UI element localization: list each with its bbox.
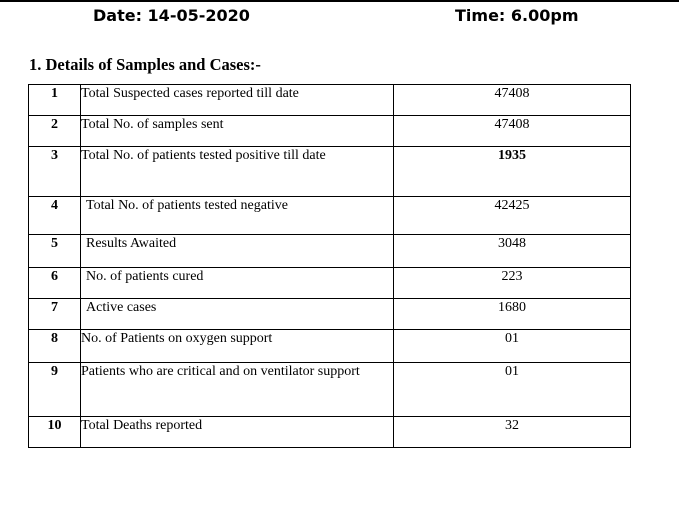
table-row xyxy=(29,197,631,235)
report-time: Time: 6.00pm xyxy=(455,6,579,25)
row-number: 8 xyxy=(29,330,81,363)
row-number: 5 xyxy=(29,235,81,268)
row-number: 7 xyxy=(29,299,81,330)
row-label: Total Deaths reported xyxy=(81,417,394,448)
row-value: 3048 xyxy=(394,235,631,268)
row-value: 47408 xyxy=(394,116,631,147)
row-label: No. of patients cured xyxy=(81,268,394,299)
row-label: Total No. of samples sent xyxy=(81,116,394,147)
row-label: Total Suspected cases reported till date xyxy=(81,85,394,116)
row-number: 10 xyxy=(29,417,81,448)
row-number: 3 xyxy=(29,147,81,197)
row-number: 2 xyxy=(29,116,81,147)
report-date: Date: 14-05-2020 xyxy=(93,6,250,25)
row-label: Patients who are critical and on ventilator support xyxy=(81,363,394,417)
row-label: Total No. of patients tested positive till date xyxy=(81,147,394,197)
row-number: 6 xyxy=(29,268,81,299)
table-row xyxy=(29,116,631,147)
row-value: 01 xyxy=(394,330,631,363)
cases-table xyxy=(28,84,631,448)
table-row xyxy=(29,147,631,197)
row-label: Results Awaited xyxy=(81,235,394,268)
row-value: 1935 xyxy=(394,147,631,197)
table-row xyxy=(29,363,631,417)
top-rule xyxy=(0,0,679,2)
row-value: 01 xyxy=(394,363,631,417)
row-value: 47408 xyxy=(394,85,631,116)
table-row xyxy=(29,417,631,448)
table-row xyxy=(29,235,631,268)
row-label: Total No. of patients tested negative xyxy=(81,197,394,235)
row-label: Active cases xyxy=(81,299,394,330)
row-value: 42425 xyxy=(394,197,631,235)
row-number: 4 xyxy=(29,197,81,235)
row-value: 223 xyxy=(394,268,631,299)
table-row xyxy=(29,299,631,330)
row-number: 1 xyxy=(29,85,81,116)
row-number: 9 xyxy=(29,363,81,417)
table-row xyxy=(29,330,631,363)
table-row xyxy=(29,85,631,116)
section-title: 1. Details of Samples and Cases:- xyxy=(29,55,261,74)
row-value: 32 xyxy=(394,417,631,448)
row-label: No. of Patients on oxygen support xyxy=(81,330,394,363)
row-value: 1680 xyxy=(394,299,631,330)
table-row xyxy=(29,268,631,299)
